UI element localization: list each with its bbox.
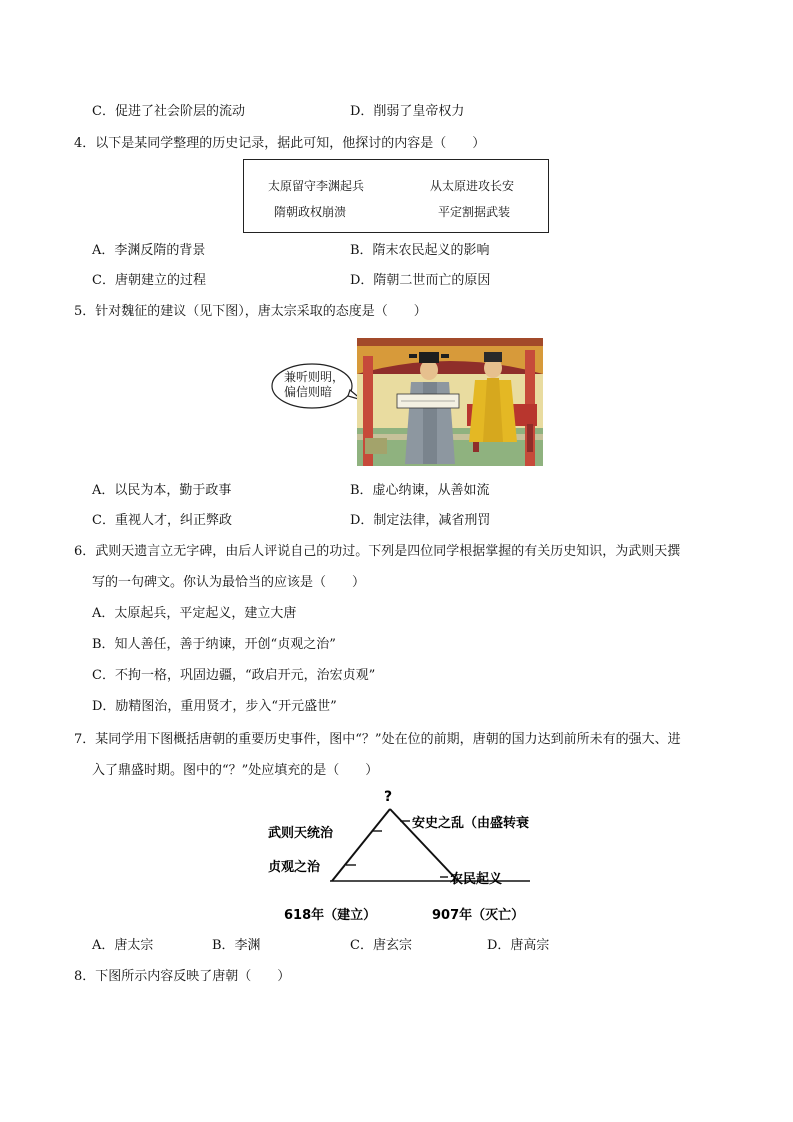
q5-option-a: A．以民为本，勤于政事 [92, 483, 232, 498]
timeline-peasant-uprising: 农民起义 [450, 872, 503, 887]
record-r1c1: 太原留守李渊起兵 [268, 179, 365, 193]
bubble-line-1: 兼听则明， [284, 370, 345, 384]
record-r1c2: 从太原进攻长安 [430, 179, 515, 193]
q6-option-c: C．不拘一格，巩固边疆，“政启开元，治宏贞观” [92, 668, 376, 683]
q7-stem-line-1: 7．某同学用下图概括唐朝的重要历史事件，图中“？”处在位的前期，唐朝的国力达到前所未有的强大、进 [74, 732, 681, 747]
q6-option-d: D．励精图治，重用贤才，步入“开元盛世” [92, 699, 337, 714]
q4-option-d: D．隋朝二世而亡的原因 [350, 273, 491, 288]
q4-option-b: B．隋末农民起义的影响 [350, 243, 490, 258]
q5-option-b: B．虚心纳谏，从善如流 [350, 483, 490, 498]
bubble-line-2: 偏信则暗 [284, 385, 333, 399]
q4-option-c: C．唐朝建立的过程 [92, 273, 206, 288]
tang-timeline-diagram [260, 785, 540, 933]
q7-option-d: D．唐高宗 [487, 938, 550, 953]
timeline-wu-zetian: 武则天统治 [268, 826, 334, 841]
q5-option-c: C．重视人才，纠正弊政 [92, 513, 232, 528]
q8-stem: 8．下图所示内容反映了唐朝（ ） [74, 969, 291, 984]
timeline-anshi-rebellion: 安史之乱（由盛转衰 [412, 816, 530, 831]
q6-option-a: A．太原起兵，平定起义，建立大唐 [92, 606, 297, 621]
speech-bubble [270, 362, 362, 412]
q4-stem: 4．以下是某同学整理的历史记录，据此可知，他探讨的内容是（ ） [74, 136, 486, 151]
q7-stem-line-2: 入了鼎盛时期。图中的“？”处应填充的是（ ） [92, 763, 379, 778]
q3-option-c: C．促进了社会阶层的流动 [92, 104, 245, 119]
q7-option-a: A．唐太宗 [92, 938, 154, 953]
timeline-zhenguan: 贞观之治 [268, 860, 321, 875]
timeline-618: 618年（建立） [284, 908, 377, 923]
tang-court-illustration [357, 338, 543, 466]
timeline-question-mark: ? [384, 789, 393, 805]
record-r2c2: 平定割据武装 [438, 205, 511, 219]
q6-stem-line-1: 6．武则天遗言立无字碑，由后人评说自己的功过。下列是四位同学根据掌握的有关历史知识，为武则天撰 [74, 544, 681, 559]
q6-stem-line-2: 写的一句碑文。你认为最恰当的应该是（ ） [92, 575, 366, 590]
q3-option-d: D．削弱了皇帝权力 [350, 104, 465, 119]
q4-record-box [243, 159, 549, 233]
q7-option-b: B．李渊 [212, 938, 261, 953]
q7-option-c: C．唐玄宗 [350, 938, 412, 953]
q5-stem: 5．针对魏征的建议（见下图），唐太宗采取的态度是（ ） [74, 304, 427, 319]
timeline-907: 907年（灭亡） [432, 908, 525, 923]
q4-option-a: A．李渊反隋的背景 [92, 243, 206, 258]
q6-option-b: B．知人善任，善于纳谏，开创“贞观之治” [92, 637, 336, 652]
record-r2c1: 隋朝政权崩溃 [274, 205, 347, 219]
q5-option-d: D．制定法律，减省刑罚 [350, 513, 491, 528]
